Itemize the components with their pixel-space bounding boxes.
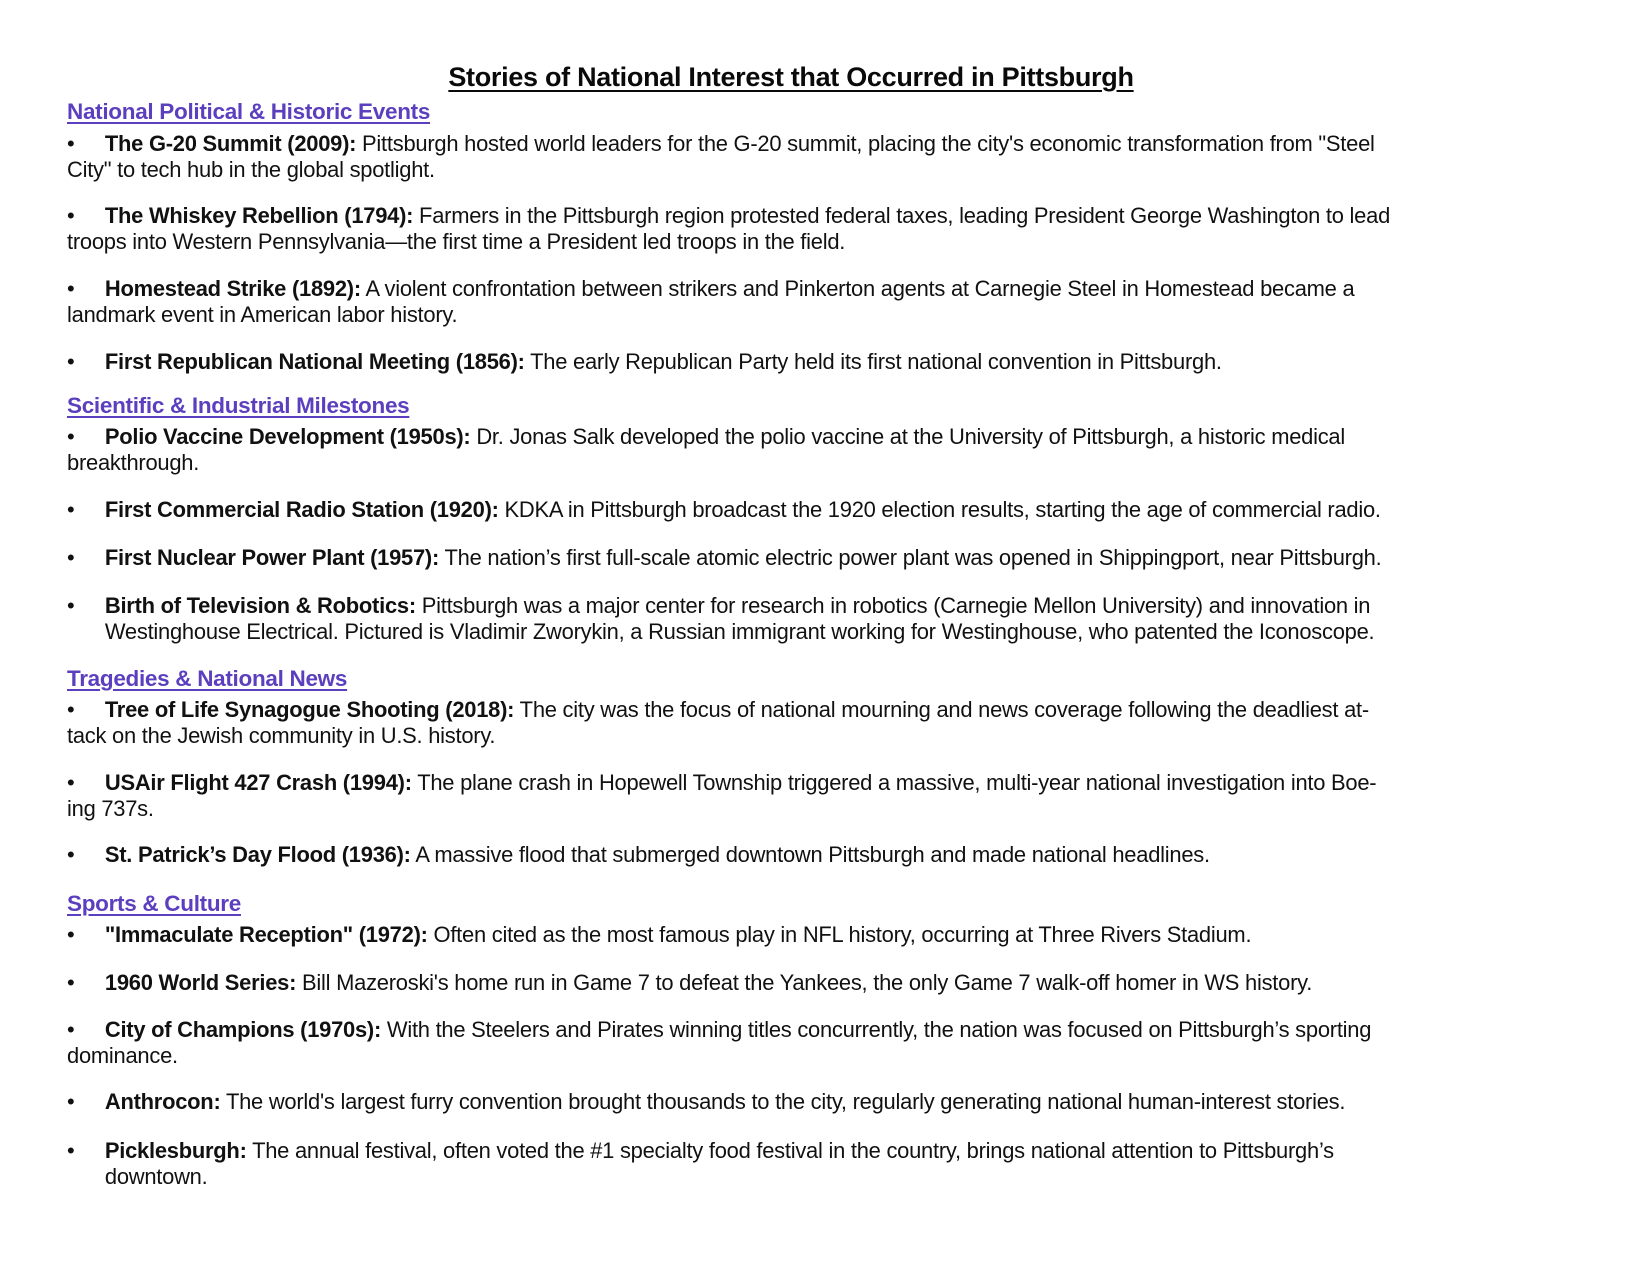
section-heading-political: National Political & Historic Events bbox=[67, 99, 431, 124]
list-item bbox=[67, 770, 1527, 822]
bullet-icon: • bbox=[67, 424, 75, 449]
bullet-icon: • bbox=[67, 593, 75, 618]
item-text-continued: breakthrough. bbox=[67, 450, 200, 475]
bullet-icon: • bbox=[67, 770, 75, 795]
bullet-icon: • bbox=[67, 842, 75, 867]
item-text: The early Republican Party held its first national convention in Pittsburgh. bbox=[524, 349, 1222, 374]
bullet-icon: • bbox=[67, 349, 75, 374]
list-item bbox=[67, 593, 1527, 645]
item-label: Picklesburgh: bbox=[104, 1138, 247, 1163]
bullet-icon: • bbox=[67, 203, 75, 228]
item-label: First Nuclear Power Plant (1957): bbox=[104, 545, 440, 570]
section-heading-sports: Sports & Culture bbox=[67, 891, 241, 916]
list-item bbox=[67, 349, 1527, 375]
item-text-continued: ing 737s. bbox=[67, 796, 154, 821]
bullet-icon: • bbox=[67, 276, 75, 301]
item-label: St. Patrick’s Day Flood (1936): bbox=[104, 842, 411, 867]
bullet-icon: • bbox=[67, 697, 75, 722]
item-label: Tree of Life Synagogue Shooting (2018): bbox=[104, 697, 515, 722]
bullet-icon: • bbox=[67, 545, 75, 570]
section-heading-tragedies: Tragedies & National News bbox=[67, 666, 348, 691]
item-text: A massive flood that submerged downtown Pittsburgh and made national headlines. bbox=[410, 842, 1210, 867]
list-item bbox=[67, 497, 1527, 523]
item-label: Polio Vaccine Development (1950s): bbox=[104, 424, 471, 449]
item-text-continued: Westinghouse Electrical. Pictured is Vladimir Zworykin, a Russian immigrant working for Westinghouse, who patented the Iconoscope. bbox=[104, 619, 1375, 644]
list-item bbox=[67, 1017, 1527, 1069]
item-text-continued: tack on the Jewish community in U.S. history. bbox=[67, 723, 496, 748]
item-label: The G-20 Summit (2009): bbox=[104, 131, 357, 156]
item-text: The nation’s first full-scale atomic electric power plant was opened in Shippingport, near Pittsburgh. bbox=[439, 545, 1382, 570]
item-label: 1960 World Series: bbox=[104, 970, 297, 995]
item-text: The world's largest furry convention brought thousands to the city, regularly generating national human-interest stories. bbox=[220, 1089, 1346, 1114]
list-item bbox=[67, 424, 1527, 476]
item-label: Anthrocon: bbox=[104, 1089, 221, 1114]
list-item bbox=[67, 545, 1527, 571]
bullet-icon: • bbox=[67, 1089, 75, 1114]
item-text-continued: downtown. bbox=[104, 1164, 208, 1189]
item-text: Bill Mazeroski's home run in Game 7 to defeat the Yankees, the only Game 7 walk-off homer in WS history. bbox=[296, 970, 1313, 995]
section-heading-scientific: Scientific & Industrial Milestones bbox=[67, 393, 410, 418]
list-item bbox=[67, 922, 1527, 948]
bullet-icon: • bbox=[67, 970, 75, 995]
item-label: "Immaculate Reception" (1972): bbox=[104, 922, 428, 947]
list-item bbox=[67, 1089, 1527, 1115]
item-text: The annual festival, often voted the #1 specialty food festival in the country, brings national attention to Pittsburgh’s bbox=[246, 1138, 1334, 1163]
item-text: With the Steelers and Pirates winning titles concurrently, the nation was focused on Pittsburgh’s sporting bbox=[381, 1017, 1372, 1042]
item-label: The Whiskey Rebellion (1794): bbox=[104, 203, 414, 228]
bullet-icon: • bbox=[67, 1138, 75, 1163]
item-text: Pittsburgh hosted world leaders for the G-20 summit, placing the city's economic transformation from "Steel bbox=[356, 131, 1375, 156]
item-text: KDKA in Pittsburgh broadcast the 1920 election results, starting the age of commercial radio. bbox=[498, 497, 1381, 522]
list-item bbox=[67, 970, 1527, 996]
item-label: USAir Flight 427 Crash (1994): bbox=[104, 770, 412, 795]
bullet-icon: • bbox=[67, 1017, 75, 1042]
item-text: A violent confrontation between strikers and Pinkerton agents at Carnegie Steel in Homestead became a bbox=[360, 276, 1355, 301]
list-item bbox=[67, 1138, 1527, 1190]
item-text: Dr. Jonas Salk developed the polio vaccine at the University of Pittsburgh, a historic medical bbox=[470, 424, 1346, 449]
item-text: The city was the focus of national mourning and news coverage following the deadliest at- bbox=[514, 697, 1369, 722]
document-title: Stories of National Interest that Occurred in Pittsburgh bbox=[448, 62, 1134, 92]
list-item bbox=[67, 697, 1527, 749]
item-label: First Republican National Meeting (1856): bbox=[104, 349, 525, 374]
item-text: Farmers in the Pittsburgh region protested federal taxes, leading President George Washington to lead bbox=[413, 203, 1391, 228]
list-item bbox=[67, 131, 1527, 183]
bullet-icon: • bbox=[67, 131, 75, 156]
list-item bbox=[67, 203, 1527, 255]
item-text-continued: troops into Western Pennsylvania—the first time a President led troops in the field. bbox=[67, 229, 846, 254]
item-text: Pittsburgh was a major center for research in robotics (Carnegie Mellon University) and innovation in bbox=[415, 593, 1371, 618]
item-text-continued: dominance. bbox=[67, 1043, 178, 1068]
item-label: Birth of Television & Robotics: bbox=[104, 593, 416, 618]
list-item bbox=[67, 276, 1527, 328]
list-item bbox=[67, 842, 1527, 868]
item-text-continued: City" to tech hub in the global spotlight. bbox=[67, 157, 435, 182]
item-label: First Commercial Radio Station (1920): bbox=[104, 497, 499, 522]
bullet-icon: • bbox=[67, 497, 75, 522]
bullet-icon: • bbox=[67, 922, 75, 947]
item-text: The plane crash in Hopewell Township triggered a massive, multi-year national investigation into Boe- bbox=[411, 770, 1377, 795]
item-text: Often cited as the most famous play in NFL history, occurring at Three Rivers Stadium. bbox=[427, 922, 1252, 947]
item-label: Homestead Strike (1892): bbox=[104, 276, 361, 301]
item-text-continued: landmark event in American labor history. bbox=[67, 302, 458, 327]
item-label: City of Champions (1970s): bbox=[104, 1017, 382, 1042]
